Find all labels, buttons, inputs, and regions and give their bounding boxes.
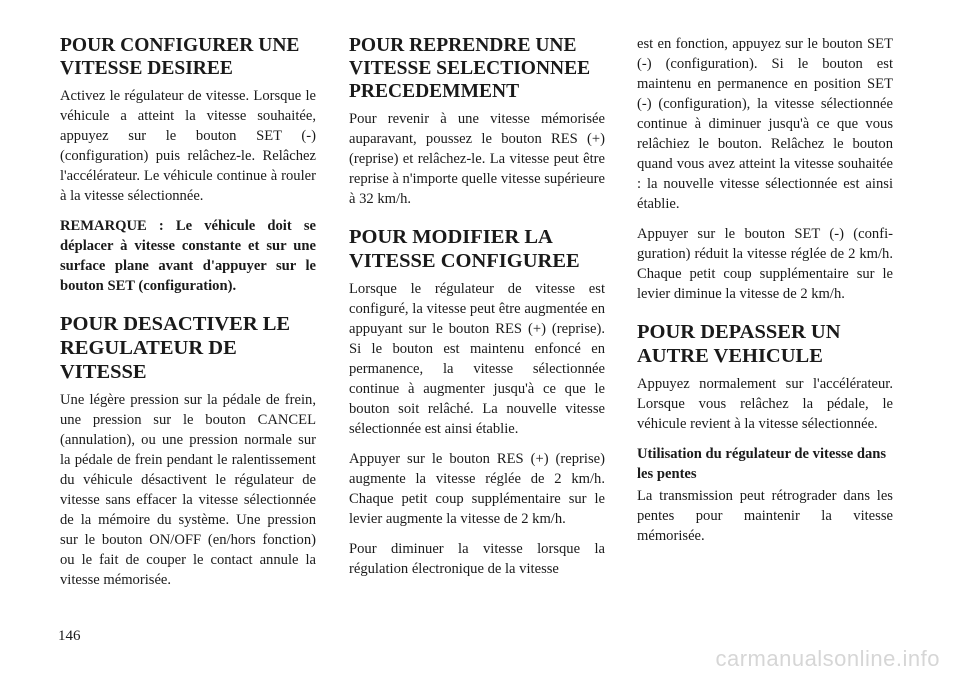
heading-deactivate: POUR DESACTIVER LE REGULATEUR DE VITESSE	[60, 313, 291, 383]
paragraph-decrease-start: Pour diminuer la vitesse lorsque la régulation électronique de la vitesse	[349, 541, 605, 577]
paragraph-decrease-cont: est en fonction, appuyez sur le bouton SET (-) (configuration). Si le bouton est maintenu en permanence en position SET (-) (configuration), la vitesse sélectionnée continue à diminuer jusqu'à ce que vous relâchiez le bouton. Relâchez le bouton quand vous avez atteint la vitesse souhaitée : la nouvelle vitesse sélectionnée est ainsi établie.	[637, 36, 893, 212]
column-left	[60, 34, 316, 600]
paragraph-res-increase: Appuyer sur le bouton RES (+) (reprise) augmente la vitesse réglée de 2 km/h. Chaque petit coup supplémentaire sur le levier augmente la vitesse de 2 km/h.	[349, 451, 605, 527]
heading-overtake: POUR DEPASSER UN AUTRE VEHICULE	[637, 321, 841, 367]
note-remarque: REMARQUE : Le véhicule doit se déplacer à vitesse constante et sur une surface plane avant d'appuyer sur le bouton SET (configuration).	[60, 218, 316, 294]
paragraph-overtake: Appuyez normalement sur l'accélérateur. Lorsque vous relâchez la pédale, le véhicule revient à la vitesse sélectionnée.	[637, 376, 893, 432]
paragraph-set-speed: Activez le régulateur de vitesse. Lorsque le véhicule a atteint la vitesse souhaitée, appuyez sur le bouton SET (-) (configuration) puis relâchez-le. Relâchez l'accélérateur. Le véhicule continue à rouler à la vitesse sélectionnée.	[60, 88, 316, 204]
paragraph-deactivate: Une légère pression sur la pédale de frein, une pression sur le bouton CANCEL (annulation), ou une pression normale sur la pédale de frein pendant le ralentissement du véhicule désactivent le régulateur de vitesse sans effacer la vitesse sélectionnée de la mémoire du système. Une pression sur le bouton ON/OFF (en/hors fonction) ou le fait de couper le contact annule la vitesse mémorisée.	[60, 392, 316, 588]
column-right	[637, 34, 893, 556]
subheading-slopes: Utilisation du régulateur de vitesse dans les pentes	[637, 446, 887, 482]
page-number: 146	[58, 628, 81, 644]
watermark: carmanualsonline.info	[715, 646, 940, 671]
heading-set-speed: POUR CONFIGURER UNE VITESSE DESIREE	[60, 35, 300, 79]
paragraph-modify-speed: Lorsque le régulateur de vitesse est configuré, la vitesse peut être augmentée en appuyant sur le bouton RES (+) (reprise). Si le bouton est maintenu enfoncé en permanence, la vitesse sélectionnée continue à augmenter jusqu'à ce que le bouton soit relâché. La nouvelle vitesse sélectionnée est ainsi établie.	[349, 281, 605, 437]
heading-modify-speed: POUR MODIFIER LA VITESSE CONFIGUREE	[349, 226, 580, 272]
column-middle	[349, 34, 605, 589]
paragraph-set-decrease: Appuyer sur le bouton SET (-) (configuration) réduit la vitesse réglée de 2 km/h. Chaque petit coup supplémentaire sur le levier diminue la vitesse de 2 km/h.	[637, 226, 893, 302]
paragraph-resume-speed: Pour revenir à une vitesse mémorisée auparavant, poussez le bouton RES (+) (reprise) et relâchez-le. La vitesse peut être reprise à n'importe quelle vitesse supérieure à 32 km/h.	[349, 111, 605, 207]
heading-resume-speed: POUR REPRENDRE UNE VITESSE SELECTIONNEE PRECEDEMMENT	[349, 35, 591, 102]
paragraph-slopes: La transmission peut rétrograder dans les pentes pour maintenir la vitesse mémorisée.	[637, 488, 893, 544]
